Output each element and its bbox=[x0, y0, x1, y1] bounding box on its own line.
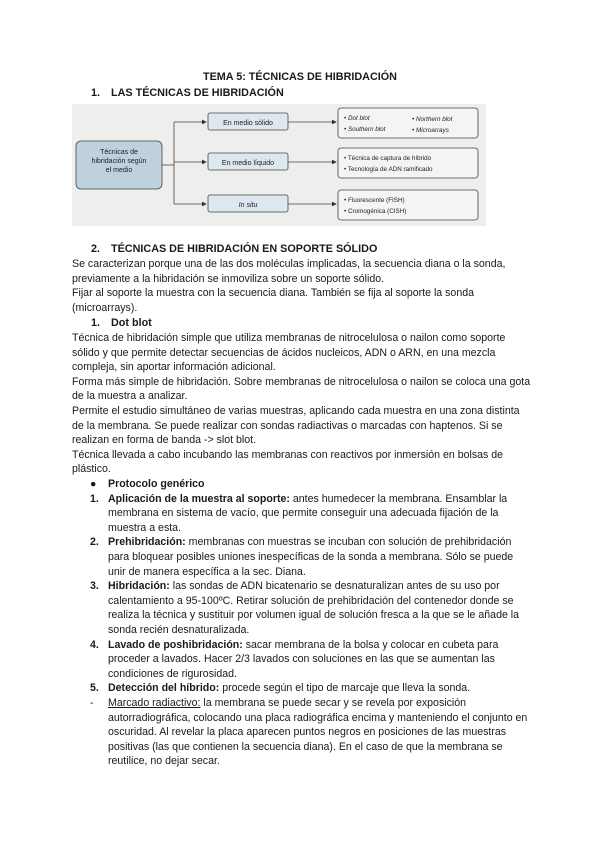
dash-marker: - bbox=[90, 696, 94, 709]
leaf-1-box bbox=[338, 108, 478, 138]
leaf-2-item-1: • Técnica de captura de híbrido bbox=[344, 155, 432, 162]
step-2-text: membranas con muestras se incuban con solución de prehibridación para bloquear posibles uniones inespecíficas de la sonda a membrana. Sólo se puede unir de manera específica a la sec. Diana. bbox=[108, 536, 514, 578]
step-4-number: 4. bbox=[90, 638, 99, 651]
step-3-text: las sondas de ADN bicatenario se desnaturalizan antes de su uso por calentamiento a 95-100ºC. Retirar solución de prehibridación del contenedor donde se realiza la técnica y sustituir por volumen igual de solución fresca a la que se le añade la sonda recién desnaturalizada. bbox=[108, 580, 520, 636]
dot-blot-paragraph-2: Forma más simple de hibridación. Sobre membranas de nitrocelulosa o nailon se coloca una gota de la muestra a analizar. bbox=[72, 375, 531, 403]
leaf-1-item-3: • Northern blot bbox=[412, 116, 453, 123]
leaf-3-item-2: • Cromogénica (CISH) bbox=[344, 208, 407, 215]
bullet-icon: ● bbox=[90, 478, 97, 490]
leaf-1-item-2: • Southern blot bbox=[344, 126, 386, 133]
step-1-text: antes humedecer la membrana. Ensamblar la membrana en sistema de vacío, que permite conseguir una adecuada fijación de la muestra a esta. bbox=[108, 492, 508, 534]
root-line-3: el medio bbox=[105, 167, 133, 174]
intro-paragraph-2: Fijar al soporte la muestra con la secuencia diana. También se fija al soporte la sonda (microarrays). bbox=[72, 287, 475, 314]
branch-1-label: En medio sólido bbox=[223, 120, 273, 127]
dot-blot-paragraph-1: Técnica de hibridación simple que utiliza membranas de nitrocelulosa o nailon como soporte sólido y que permite detectar secuencias de ácidos nucleicos, ADN o ARN, en una mezcla compleja, sin aportar información adicional. bbox=[72, 332, 506, 374]
detection-radioactive bbox=[72, 696, 532, 769]
branch-2-label: En medio líquido bbox=[221, 160, 275, 167]
step-1-label: Aplicación de la muestra al soporte: bbox=[108, 492, 290, 505]
protocol-step-3 bbox=[72, 579, 532, 637]
section-1-title: LAS TÉCNICAS DE HIBRIDACIÓN bbox=[111, 87, 284, 99]
leaf-2-box bbox=[338, 148, 478, 178]
step-4-label: Lavado de poshibridación: bbox=[108, 638, 243, 651]
leaf-3-box bbox=[338, 190, 478, 220]
root-line-2: hibridación según bbox=[91, 158, 147, 165]
dot-blot-title: Dot blot bbox=[111, 317, 152, 329]
section-2-heading bbox=[91, 242, 377, 257]
leaf-1-item-4: • Microarrays bbox=[412, 127, 449, 134]
diagram-svg bbox=[72, 104, 486, 226]
step-2-label: Prehibridación: bbox=[108, 536, 186, 549]
root-line-1: Técnicas de bbox=[100, 149, 138, 156]
protocol-step-5 bbox=[72, 681, 532, 696]
step-5-label: Detección del híbrido: bbox=[108, 682, 220, 695]
step-5-text: procede según el tipo de marcaje que lleva la sonda. bbox=[219, 682, 471, 695]
document-title: TEMA 5: TÉCNICAS DE HIBRIDACIÓN bbox=[203, 71, 397, 83]
dot-blot-number: 1. bbox=[91, 317, 101, 329]
branch-3-label: In situ bbox=[238, 202, 258, 209]
section-2-title: TÉCNICAS DE HIBRIDACIÓN EN SOPORTE SÓLIDO bbox=[111, 243, 378, 255]
protocol-step-1 bbox=[72, 492, 532, 536]
step-1-number: 1. bbox=[90, 492, 99, 505]
step-2-number: 2. bbox=[90, 536, 99, 549]
section-1-number: 1. bbox=[91, 87, 101, 99]
protocol-heading bbox=[72, 477, 532, 492]
leaf-2-item-2: • Tecnología de ADN ramificado bbox=[344, 166, 433, 173]
dot-blot-paragraph-4: Técnica llevada a cabo incubando las membranas con reactivos por inmersión en bolsas de plástico. bbox=[72, 448, 504, 476]
protocol-block bbox=[72, 477, 532, 769]
dot-blot-paragraph-3: Permite el estudio simultáneo de varias muestras, aplicando cada muestra en una zona distinta de la membrana. Se puede realizar con sondas radiactivas o marcadas con haptenos. Si se realizan en forma de banda -> slot blot. bbox=[72, 404, 520, 447]
step-3-number: 3. bbox=[90, 580, 99, 593]
leaf-1-item-1: • Dot blot bbox=[344, 115, 370, 122]
radioactive-label: Marcado radiactivo: bbox=[108, 696, 201, 709]
dot-blot-heading bbox=[91, 316, 152, 331]
intro-block bbox=[72, 257, 532, 315]
section-1-heading bbox=[91, 86, 284, 101]
protocol-title: Protocolo genérico bbox=[108, 478, 205, 490]
protocol-step-4 bbox=[72, 638, 532, 682]
intro-paragraph-1: Se caracterizan porque una de las dos moléculas implicadas, la secuencia diana o la sonda, previamente a la hibridación se inmoviliza sobre un soporte sólido. bbox=[72, 258, 506, 285]
step-5-number: 5. bbox=[90, 682, 99, 695]
hybridization-diagram bbox=[72, 104, 486, 226]
leaf-3-item-1: • Fluorescente (FISH) bbox=[344, 197, 405, 204]
radioactive-text: la membrana se puede secar y se revela por exposición autorradiográfica, colocando una placa radiográfica encima y manteniendo el conjunto en oscuridad. Al revelar la placa aparecen puntos negros en posiciones de las muestras positivas (las que contienen la secuencia diana). En el caso de que la membrana se reutilice, no dejar secar. bbox=[108, 696, 528, 768]
step-4-text: sacar membrana de la bolsa y colocar en cubeta para proceder a lavados. Hacer 2/3 lavados con soluciones en las que se aumentan las condiciones de rigurosidad. bbox=[108, 638, 499, 680]
step-3-label: Hibridación: bbox=[108, 580, 170, 593]
dot-blot-body bbox=[72, 331, 532, 477]
section-2-number: 2. bbox=[91, 243, 101, 255]
protocol-step-2 bbox=[72, 535, 532, 579]
